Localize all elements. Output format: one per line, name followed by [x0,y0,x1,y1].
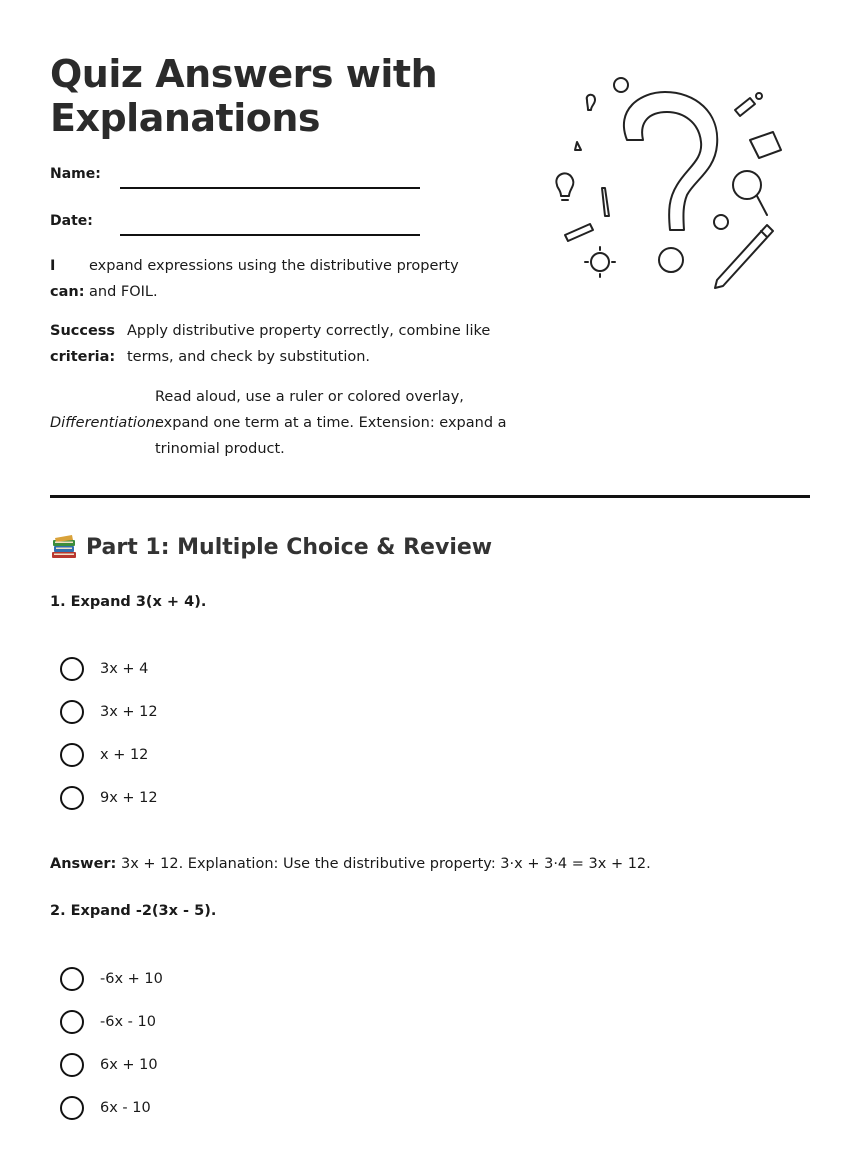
option-label: x + 12 [100,747,149,763]
question-1-option-b[interactable] [60,700,158,724]
section-title-text: Part 1: Multiple Choice & Review [86,534,493,560]
question-2-option-b[interactable] [60,1010,156,1034]
question-1-option-c[interactable] [60,743,148,767]
answer-label: Answer: [50,856,117,872]
name-field[interactable] [120,187,420,189]
page-title: Quiz Answers with Explanations [50,52,438,140]
radio-button[interactable] [60,700,84,724]
success-criteria-label: Success criteria: [50,323,116,365]
i-can-row [50,253,489,305]
question-2-option-c[interactable] [60,1053,158,1077]
date-label: Date: [50,213,93,229]
question-2-prompt: 2. Expand -2(3x - 5). [50,903,217,919]
i-can-label: I can: [50,258,85,300]
answer-text: 3x + 12. Explanation: Use the distributive property: 3·x + 3·4 = 3x + 12. [116,856,651,872]
question-1-option-a[interactable] [60,657,148,681]
differentiation-label: Differentiation: [50,415,160,431]
option-label: 6x + 10 [100,1057,158,1073]
i-can-text: expand expressions using the distributive property and FOIL. [89,258,459,300]
option-label: 3x + 12 [100,704,158,720]
option-label: 6x - 10 [100,1100,151,1116]
radio-button[interactable] [60,657,84,681]
question-2-option-d[interactable] [60,1096,151,1120]
differentiation-row [50,384,515,462]
radio-button[interactable] [60,786,84,810]
books-icon [50,534,78,560]
success-criteria-text: Apply distributive property correctly, combine like terms, and check by substitution. [127,323,491,365]
question-1-answer [50,856,651,872]
radio-button[interactable] [60,743,84,767]
success-criteria-row [50,318,497,370]
radio-button[interactable] [60,1010,84,1034]
option-label: 9x + 12 [100,790,158,806]
section-title [50,534,492,560]
question-2-option-a[interactable] [60,967,163,991]
differentiation-text: Read aloud, use a ruler or colored overlay, expand one term at a time. Extension: expand a trinomial product. [155,389,507,457]
question-1-option-d[interactable] [60,786,158,810]
radio-button[interactable] [60,1096,84,1120]
option-label: 3x + 4 [100,661,149,677]
option-label: -6x - 10 [100,1014,156,1030]
question-mark-doodle-icon [545,70,795,290]
option-label: -6x + 10 [100,971,163,987]
section-divider [50,495,810,498]
name-label: Name: [50,166,101,182]
radio-button[interactable] [60,967,84,991]
radio-button[interactable] [60,1053,84,1077]
date-field[interactable] [120,234,420,236]
question-1-prompt: 1. Expand 3(x + 4). [50,594,207,610]
